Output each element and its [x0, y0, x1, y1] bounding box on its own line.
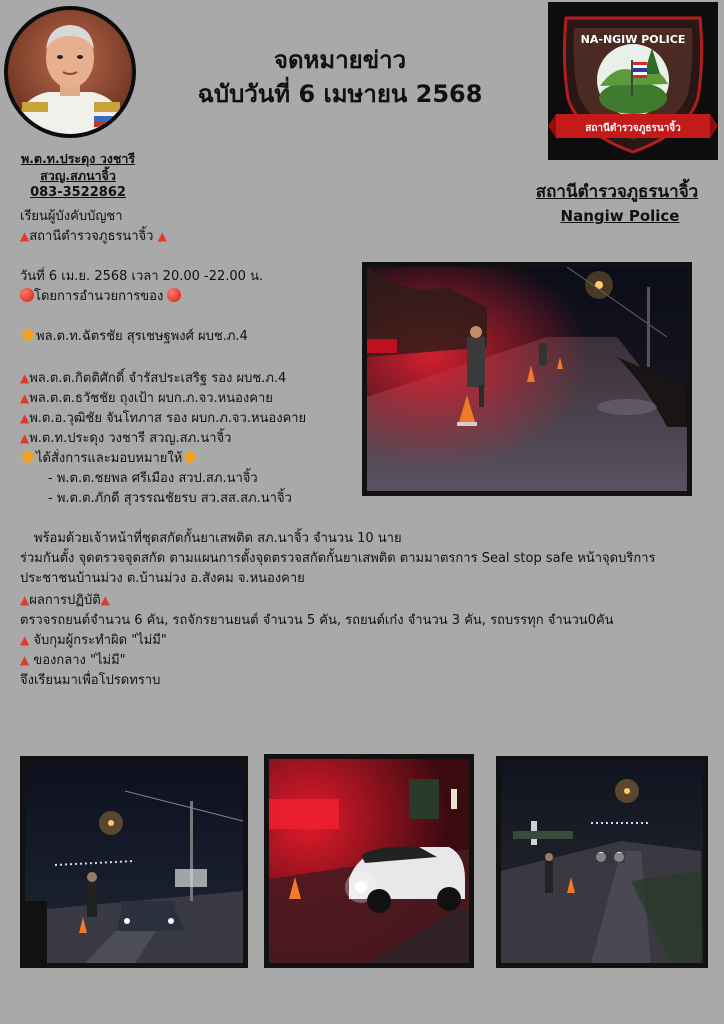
officer-portrait [4, 6, 136, 138]
logo-top-text: NA-NGIW POLICE [580, 33, 686, 46]
arrest-line: ▲ จับกุมผู้กระทำผิด "ไม่มี" [20, 633, 167, 648]
orange-diamond-icon [21, 450, 35, 464]
checkpoint-photo-1 [20, 756, 248, 968]
red-triangle-icon: ▲ [157, 229, 167, 243]
closing-line: จึงเรียนมาเพื่อโปรดทราบ [20, 673, 161, 688]
officer-info [8, 150, 148, 201]
red-triangle-icon: ▲ [100, 593, 110, 607]
deputy-line: ▲พ.ต.อ.วุฒิชัย จันโทภาส รอง ผบก.ภ.จว.หนองคาย [20, 411, 307, 426]
red-circle-icon [20, 288, 34, 302]
orange-diamond-icon [21, 328, 35, 342]
paragraph-operation: ร่วมกันตั้ง จุดตรวจจุดสกัด ตามแผนการตั้งจุดตรวจสกัดกั้นยาเสพติด ตามมาตรการ Seal stop safe หน้าจุดบริการ [20, 551, 656, 566]
red-triangle-icon: ▲ [20, 593, 30, 607]
assignee-line: - พ.ต.ต.ชยพล ศรีเมือง สวป.สภ.นาจิ้ว [48, 471, 258, 486]
paragraph-officers: พร้อมด้วยเจ้าหน้าที่ชุดสกัดกั้นยาเสพติด สภ.นาจิ้ว จำนวน 10 นาย [34, 531, 402, 546]
datetime-line: วันที่ 6 เม.ย. 2568 เวลา 20.00 -22.00 น. [20, 269, 264, 284]
station-name-th: สถานีตำรวจภูธรนาจิ้ว [535, 182, 699, 202]
results-heading: ▲ผลการปฏิบัติ▲ [20, 593, 110, 608]
checkpoint-photo-main [362, 262, 692, 496]
red-triangle-icon: ▲ [20, 229, 30, 243]
evidence-line: ▲ ของกลาง "ไม่มี" [20, 653, 126, 668]
station-line: ▲สถานีตำรวจภูธรนาจิ้ว ▲ [20, 229, 167, 244]
page-title: จดหมายข่าว [273, 46, 407, 74]
assignee-line: - พ.ต.ต.ภักดี สุวรรณชัยรบ สว.สส.สภ.นาจิ้ว [48, 491, 292, 506]
deputy-line: ▲พล.ต.ต.ธวัชชัย ถุงเป้า ผบก.ภ.จว.หนองคาย [20, 391, 273, 406]
paragraph-location: ประชาชนบ้านม่วง ต.บ้านม่วง อ.สังคม จ.หนองคาย [20, 571, 305, 586]
red-triangle-icon: ▲ [20, 371, 30, 385]
page-subtitle-date: ฉบับวันที่ 6 เมษายน 2568 [197, 80, 483, 108]
red-triangle-icon: ▲ [20, 411, 30, 425]
commander-line: พล.ต.ท.ฉัตรชัย สุรเชษฐพงศ์ ผบช.ภ.4 [20, 327, 248, 346]
red-triangle-icon: ▲ [20, 391, 30, 405]
checkpoint-photo-2 [264, 754, 474, 968]
logo-banner-text: สถานีตำรวจภูธรนาจิ้ว [585, 123, 681, 134]
command-line: โดยการอำนวยการของ [20, 287, 181, 306]
red-triangle-icon: ▲ [20, 431, 30, 445]
officer-position: สวญ.สภนาจิ้ว [40, 168, 116, 183]
salutation: เรียนผู้บังคับบัญชา [20, 209, 123, 224]
orange-diamond-icon [183, 450, 197, 464]
assigned-line: ได้สั่งการและมอบหมายให้ [20, 449, 198, 468]
red-circle-icon [167, 288, 181, 302]
station-logo [548, 2, 718, 160]
officer-phone: 083-3522862 [30, 185, 126, 200]
officer-name: พ.ต.ท.ประดุง วงชารี [20, 151, 136, 166]
deputy-line: ▲พล.ต.ต.กิตติศักดิ์ จำรัสประเสริฐ รอง ผบช.ภ.4 [20, 371, 287, 386]
red-triangle-icon: ▲ [20, 653, 30, 667]
red-triangle-icon: ▲ [20, 633, 30, 647]
station-name-en: Nangiw Police [560, 207, 680, 225]
results-detail: ตรวจรถยนต์จำนวน 6 คัน, รถจักรยานยนต์ จำนวน 5 คัน, รถยนต์เก๋ง จำนวน 3 คัน, รถบรรทุก จำนวน0คัน [20, 613, 614, 628]
deputy-line: ▲พ.ต.ท.ประดุง วงชารี สวญ.สภ.นาจิ้ว [20, 431, 232, 446]
checkpoint-photo-3 [496, 756, 708, 968]
